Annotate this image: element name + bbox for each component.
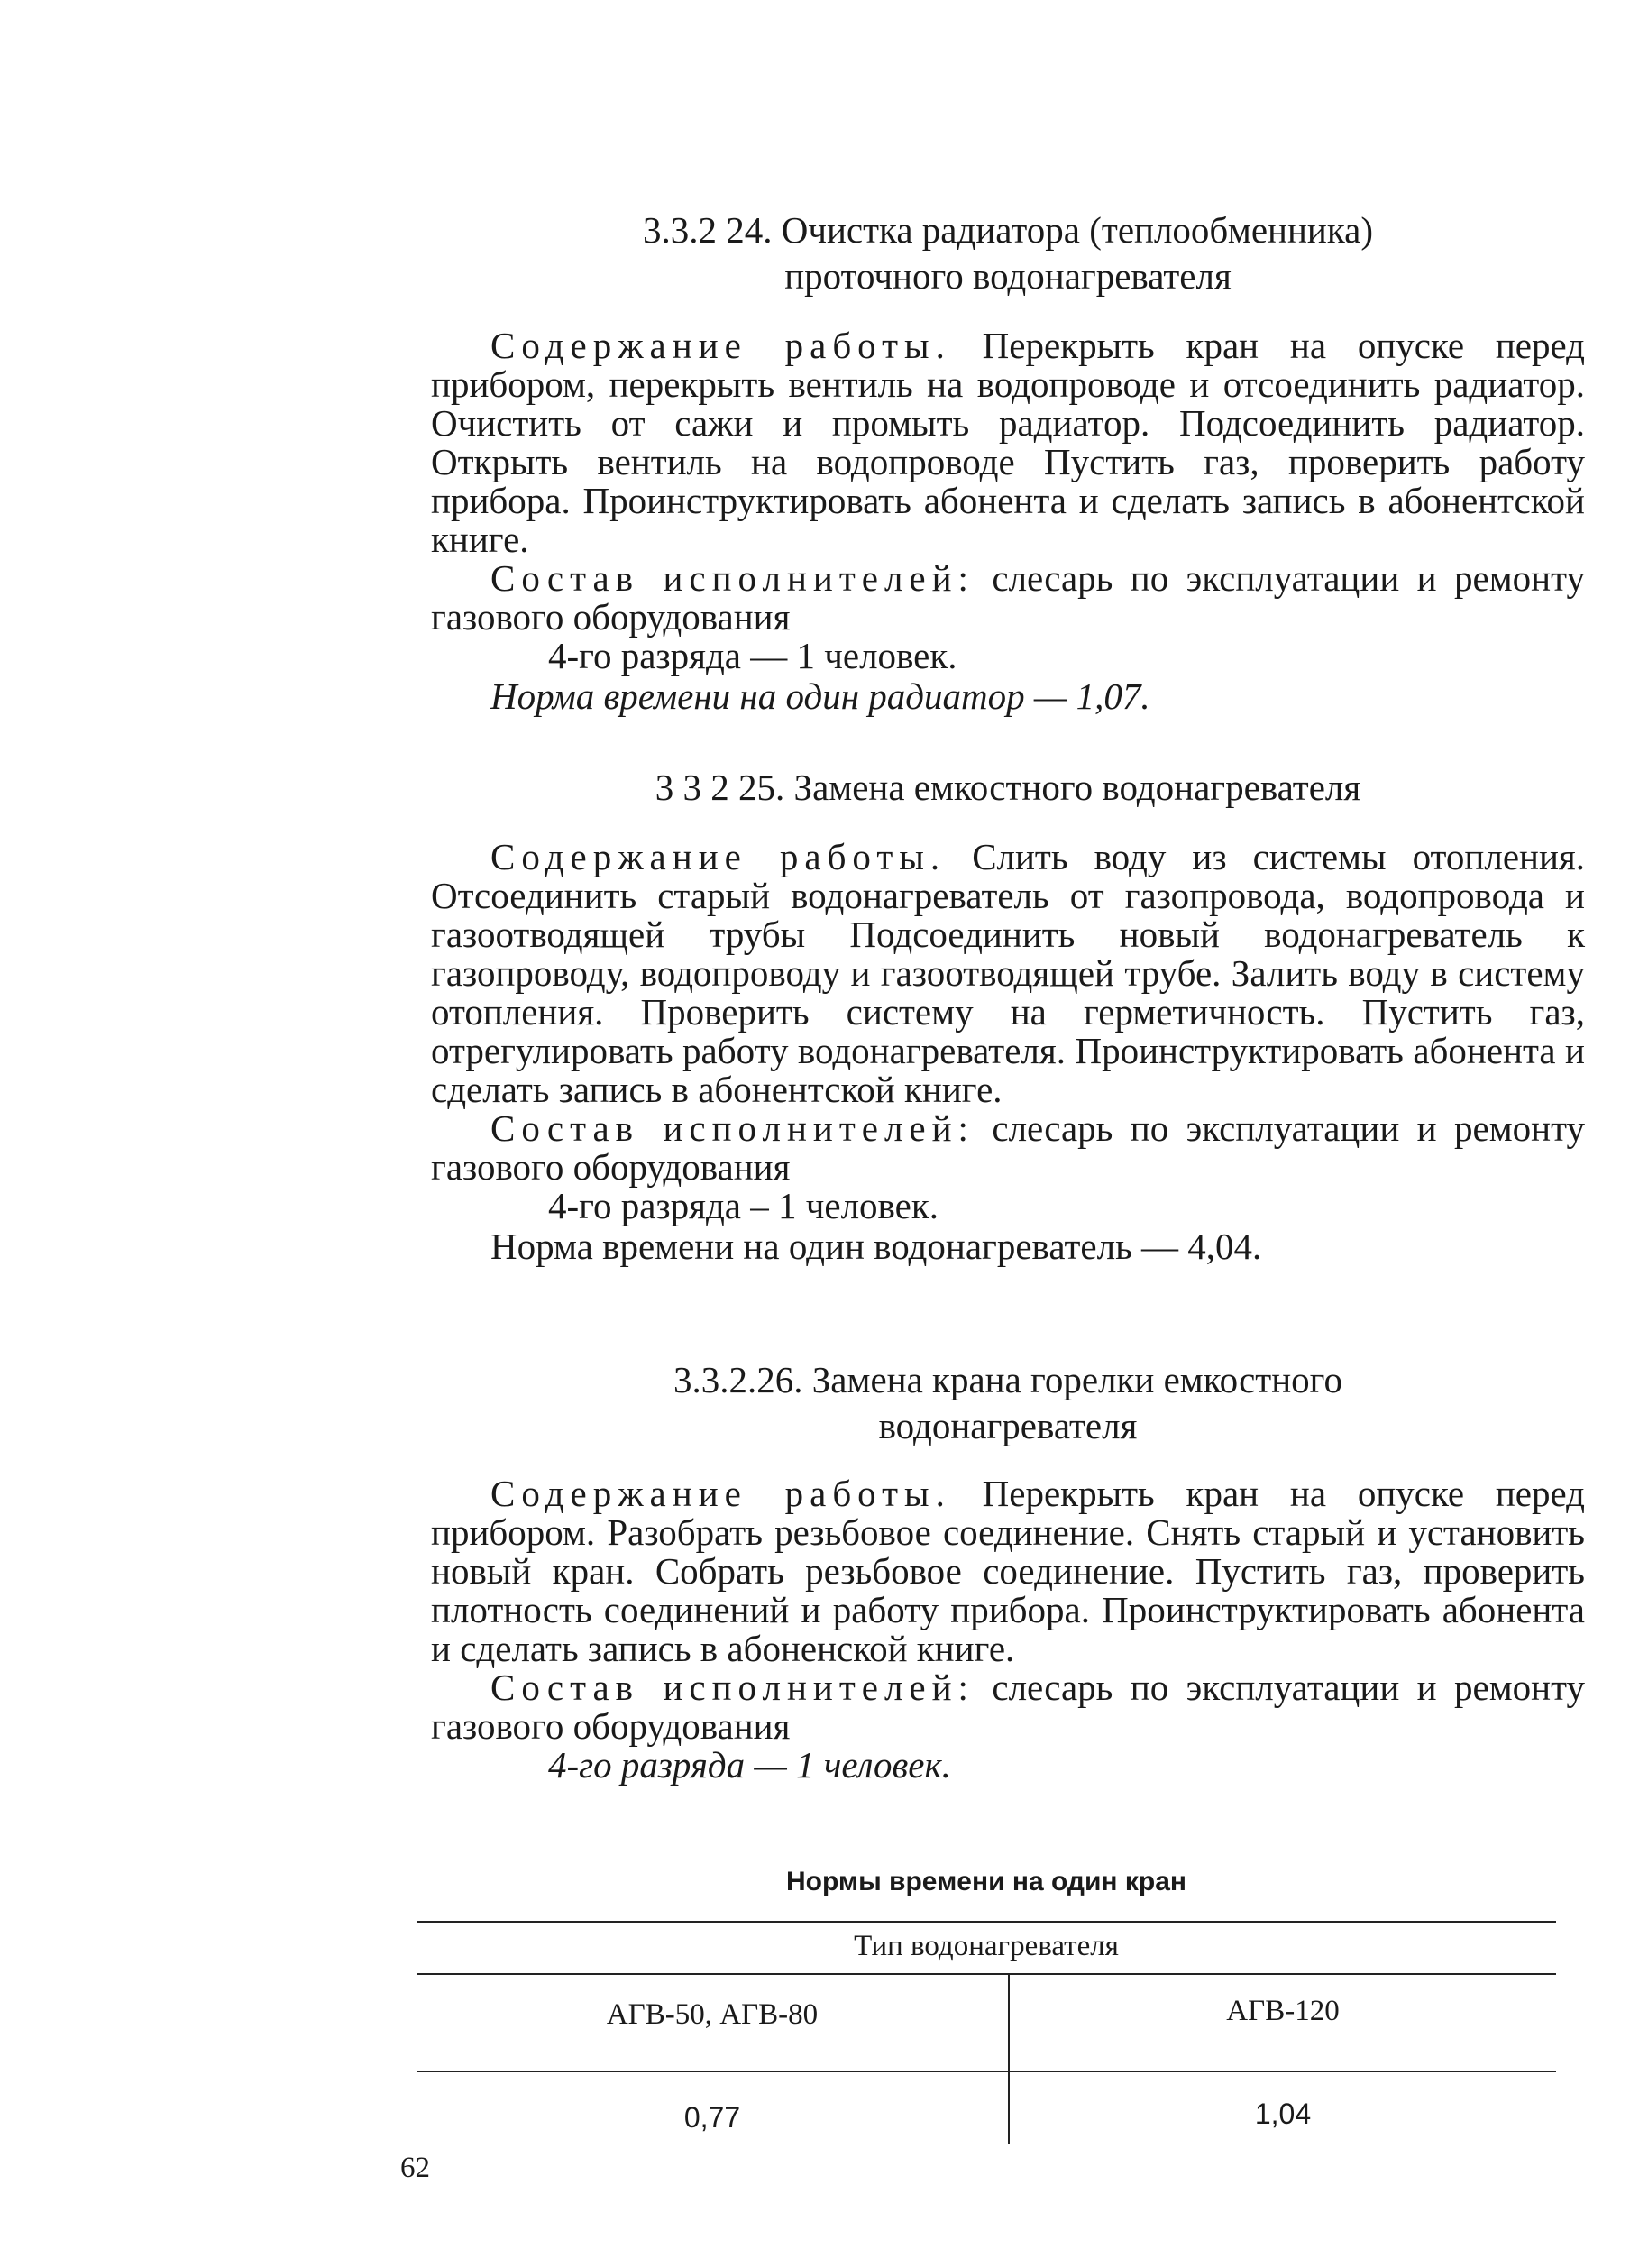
table-subheader-rule xyxy=(417,2071,1556,2072)
work-content-text: Перекрыть кран на опуске перед прибором. Разобрать резьбовое соединение. Снять старый и установить новый кран. Собрать резьбовое соединение. Пустить газ, проверить плотность соединений и работу прибора. Проинструктировать абонента и сделать запись в абоненской книге. xyxy=(431,1473,1585,1669)
section-3-3-2-26 xyxy=(431,1357,1585,1785)
section-3-3-2-24 xyxy=(431,207,1585,717)
time-norm: Норма времени на один радиатор — 1,07. xyxy=(490,675,1150,717)
table-top-rule xyxy=(417,1921,1556,1923)
work-content xyxy=(431,1474,1585,1668)
staff-text: слесарь по эксплуатации и ремонту газового оборудования xyxy=(431,1667,1585,1747)
grade: 4-го разряда — 1 человек. xyxy=(548,1744,951,1786)
section-title: 3.3.2.26. Замена крана горелки емкостного xyxy=(673,1359,1342,1400)
work-content-text: Слить воду из системы отопления. Отсоединить старый водонагреватель от газопровода, водопровода и газоотводящей трубы Подсоединить новый водонагреватель к газопроводу, водопроводу и газоотводящей трубе. Залить воду в систему отопления. Проверить систему на герметичность. Пустить газ, отрегулировать работу водонагревателя. Проинструктировать абонента и сделать запись в абонентской книге. xyxy=(431,836,1586,1110)
table-value-2: 1,04 xyxy=(1254,2098,1312,2130)
table-col-header-2: АГВ-120 xyxy=(1226,1995,1340,2027)
work-content-label: Содержание работы. xyxy=(490,325,951,366)
table-group-header: Тип водонагревателя xyxy=(854,1930,1119,1962)
time-norm: Норма времени на один водонагреватель — 4,04. xyxy=(490,1226,1262,1267)
page-number: 62 xyxy=(400,2152,430,2184)
staff xyxy=(431,1668,1585,1746)
staff-text: слесарь по эксплуатации и ремонту газового оборудования xyxy=(431,557,1585,638)
grade: 4-го разряда – 1 человек. xyxy=(548,1185,939,1226)
table-header-rule xyxy=(417,1973,1556,1975)
staff-label: Состав исполнителей: xyxy=(490,1667,975,1708)
staff-label: Состав исполнителей: xyxy=(490,1107,975,1149)
table-title: Нормы времени на один кран xyxy=(785,1867,1187,1896)
work-content-label: Содержание работы. xyxy=(490,836,947,877)
staff-label: Состав исполнителей: xyxy=(490,557,975,599)
table-value-1: 0,77 xyxy=(683,2101,741,2134)
staff xyxy=(431,559,1585,637)
work-content-label: Содержание работы. xyxy=(490,1473,951,1514)
section-title: 3 3 2 25. Замена емкостного водонагревателя xyxy=(655,767,1361,808)
staff-text: слесарь по эксплуатации и ремонту газового оборудования xyxy=(431,1107,1585,1188)
table-col-header-1: АГВ-50, АГВ-80 xyxy=(606,1998,819,2031)
work-content xyxy=(431,838,1585,1109)
grade: 4-го разряда — 1 человек. xyxy=(548,635,957,676)
staff xyxy=(431,1109,1585,1187)
work-content-text: Перекрыть кран на опуске перед прибором, перекрыть вентиль на водопроводе и отсоединить радиатор. Очистить от сажи и промыть радиатор. Подсоединить радиатор. Открыть вентиль на водопроводе Пустить газ, проверить работу прибора. Проинструктировать абонента и сделать запись в абонентской книге. xyxy=(431,325,1585,560)
work-content xyxy=(431,326,1585,559)
section-3-3-2-25 xyxy=(431,765,1585,1267)
section-title-cont: проточного водонагревателя xyxy=(784,255,1232,297)
section-title: 3.3.2 24. Очистка радиатора (теплообменника) xyxy=(643,209,1373,251)
section-title-cont: водонагревателя xyxy=(878,1405,1138,1446)
